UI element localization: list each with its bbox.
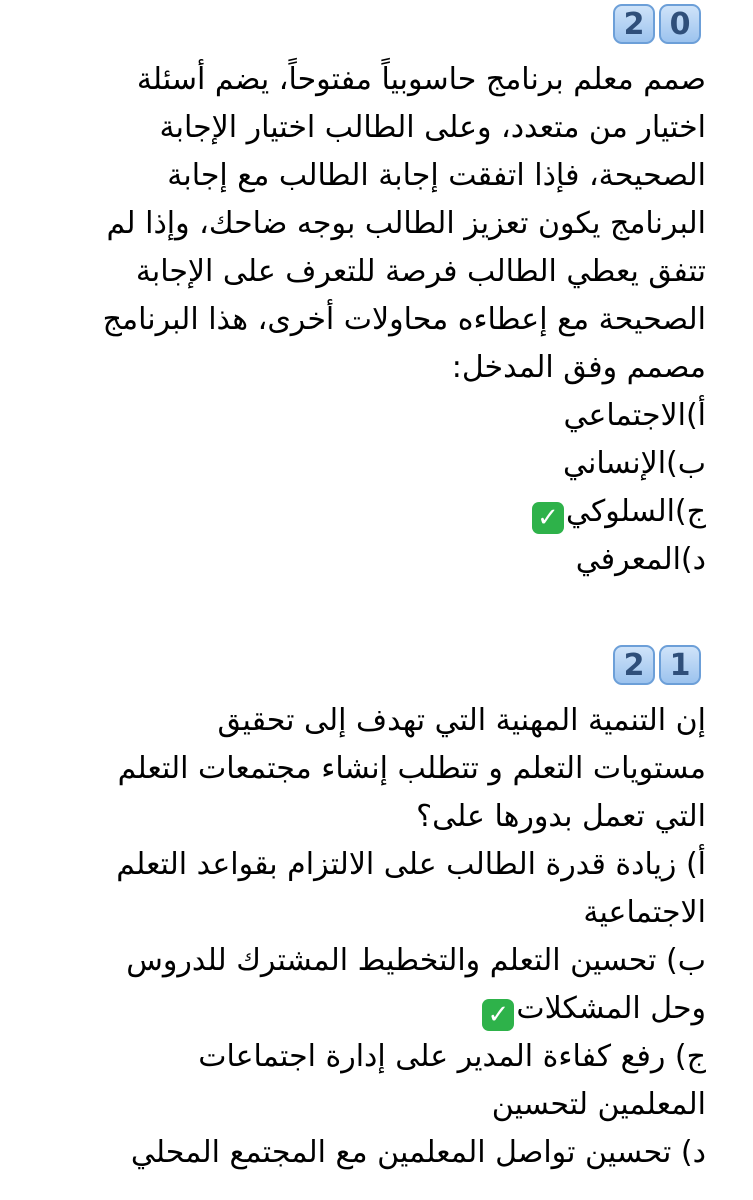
answer-option-correct <box>36 488 706 536</box>
question-number-keycaps <box>31 4 701 48</box>
keycap-digit-icon: 2 <box>613 4 655 44</box>
answer-option-text: أ)الاجتماعي <box>563 398 706 433</box>
answer-option: د) تحسين تواصل المعلمين مع المجتمع المحلي <box>130 1135 706 1170</box>
answer-option-text: ب)الإنساني <box>563 446 706 481</box>
check-mark-icon: ✓ <box>482 999 514 1031</box>
answer-option-continuation: المعلمين لتحسين <box>491 1087 706 1122</box>
answer-option-text: وحل المشكلات <box>516 991 706 1026</box>
question-number-keycaps <box>31 645 701 689</box>
answer-option <box>36 536 706 584</box>
question-text-line: إن التنمية المهنية التي تهدف إلى تحقيق <box>217 703 706 738</box>
answer-option: ج) رفع كفاءة المدير على إدارة اجتماعات <box>198 1039 706 1074</box>
answer-option-text: د)المعرفي <box>575 542 706 577</box>
question-text-line: الصحيحة مع إعطاءه محاولات أخرى، هذا البرنامج <box>102 302 706 337</box>
answer-option: أ) زيادة قدرة الطالب على الالتزام بقواعد التعلم <box>116 847 706 882</box>
keycap-digit-icon: 2 <box>613 645 655 685</box>
answer-option <box>36 392 706 440</box>
question-text-line: مستويات التعلم و تتطلب إنشاء مجتمعات التعلم <box>117 751 706 786</box>
answer-option <box>36 440 706 488</box>
keycap-digit-icon: 1 <box>659 645 701 685</box>
question-text-line: البرنامج يكون تعزيز الطالب بوجه ضاحك، وإذا لم <box>106 206 706 241</box>
question-text-line: اختيار من متعدد، وعلى الطالب اختيار الإجابة <box>159 110 706 145</box>
answer-option-correct <box>36 985 706 1033</box>
answer-option-continuation: الاجتماعية <box>583 895 706 930</box>
question-text-line: مصمم وفق المدخل: <box>451 350 706 385</box>
question-text-line: صمم معلم برنامج حاسوبياً مفتوحاً، يضم أسئلة <box>136 62 706 97</box>
question-text-line: التي تعمل بدورها على؟ <box>416 799 706 834</box>
question-text-line: تتفق يعطي الطالب فرصة للتعرف على الإجابة <box>135 254 706 289</box>
question-21 <box>36 645 706 1177</box>
question-20 <box>36 4 706 584</box>
answer-option: ب) تحسين التعلم والتخطيط المشترك للدروس <box>126 943 706 978</box>
answer-option-text: ج)السلوكي <box>565 494 706 529</box>
check-mark-icon: ✓ <box>532 502 564 534</box>
question-text-line: الصحيحة، فإذا اتفقت إجابة الطالب مع إجابة <box>167 158 706 193</box>
keycap-digit-icon: 0 <box>659 4 701 44</box>
